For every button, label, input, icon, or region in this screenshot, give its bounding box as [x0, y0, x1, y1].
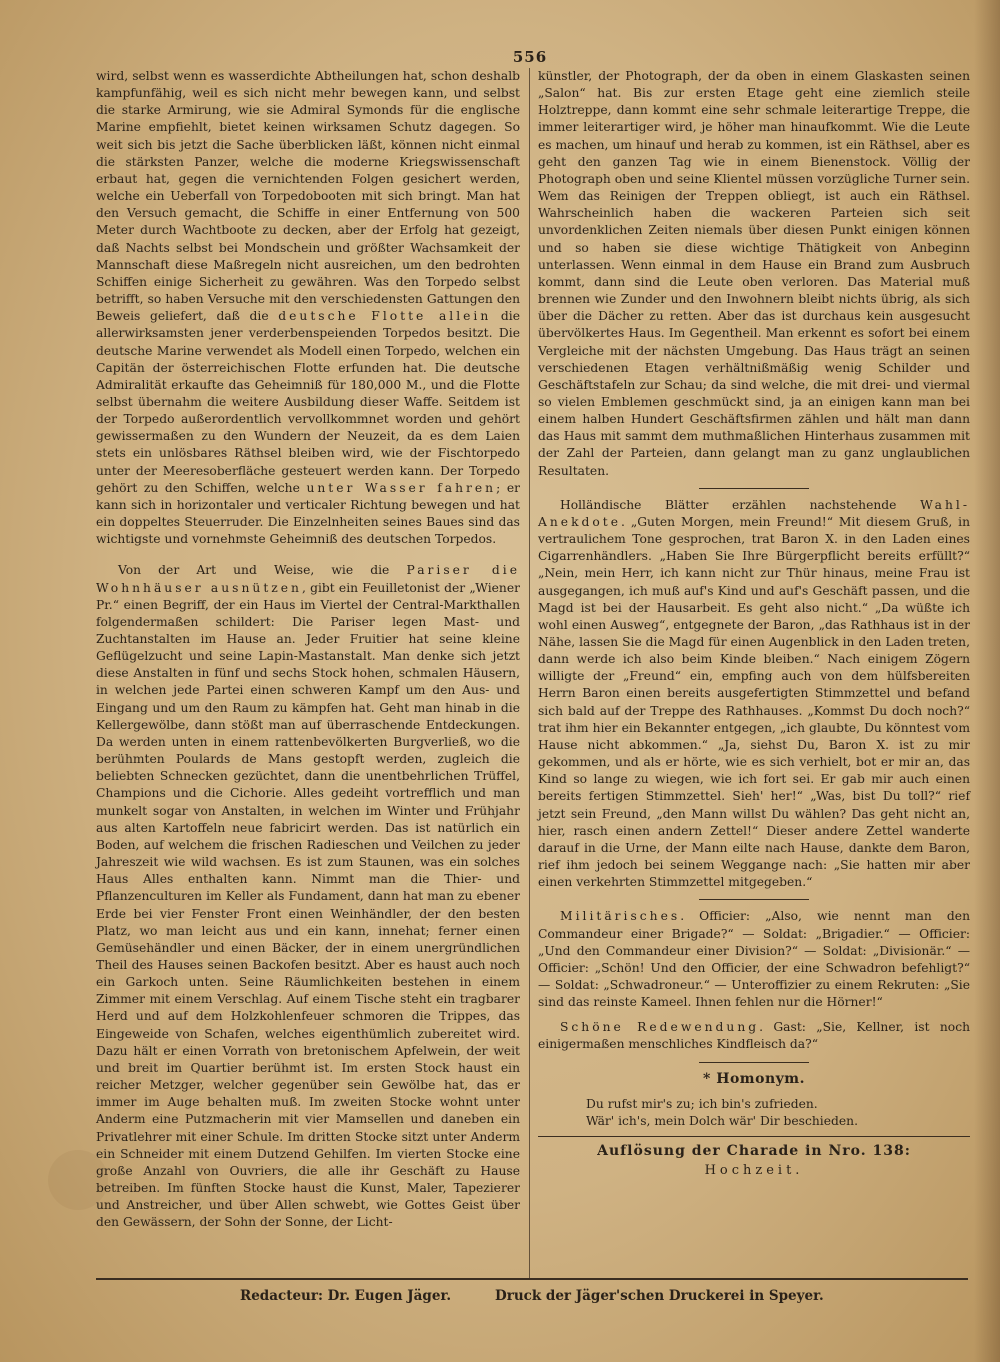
section-rule [699, 899, 809, 900]
section-rule [538, 1136, 970, 1137]
phrase-heading: Schöne Redewendung [560, 1020, 760, 1035]
footer-rule [96, 1278, 968, 1280]
military-heading: Militärisches [560, 909, 681, 924]
election-heading: Wahl-Anekdote [538, 497, 970, 529]
column-divider [529, 68, 530, 1278]
military-joke [538, 908, 970, 1011]
torpedo-emphasis-1: deutsche Flotte allein [278, 309, 492, 324]
page-number: 556 [512, 48, 548, 66]
election-text-2: . „Guten Morgen, mein Freund!“ Mit diesem Gruß, in vertraulichem Tone gesprochen, trat Baron X. in den Laden eines Cigarrenhändlers. „Haben Sie Ihre Bürgerpflicht bereits erfüllt?“ „Nein, mein Herr, ich kann nicht zur Thür hinaus, meine Frau ist ausgegangen, ich muß auf's Kind und auf's Geschäft passen, und die Magd ist bei der Hausarbeit. Es geht also nicht.“ „Da wüßte ich wohl einen Ausweg“, entgegnete der Baron, „das Rathhaus ist in der Nähe, lassen Sie die Magd für einen Augenblick in den Laden treten, dann werde ich also beim Kinde bleiben.“ Nach einigem Zögern willigte der „Freund“ ein, empfing auch von dem hülfsbereiten Herrn Baron einen bereits ausgefertigten Stimmzettel und befand sich bald auf der Treppe des Rathhauses. „Kommst Du doch noch?“ trat ihm hier ein Bekannter entgegen, „ich glaubte, Du könntest vom Hause nicht abkommen.“ „Ja, siehst Du, Baron X. ist zu mir gekommen, und als er hörte, wie es sich verhielt, bot er mir an, das Kind so lange zu wiegen, wie ich fort sei. Er gab mir auch einen bereits fertigen Stimmzettel. Sieh' her!“ „Was, bist Du toll?“ rief jetzt sein Freund, „den Mann willst Du wählen? Das geht nicht an, hier, rasch einen andern Zettel!“ Dieser andere Zettel wanderte darauf in die Urne, der Mann eilte nach Hause, dankte dem Baron, rief ihm jedoch bei seinem Weggange nach: „Sie hatten mir aber einen verkehrten Stimmzettel mitgegeben.“ [538, 514, 970, 890]
military-text: . Officier: „Also, wie nennt man den Commandeur einer Brigade?“ — Soldat: „Brigadier.“ — Officier: „Und den Commandeur einer Division?“ — Soldat: „Divisionär.“ — Officier: „Schön! Und den Officier, der eine Schwadron befehligt?“ — Soldat: „Schwadroneur.“ — Unteroffizier zu einem Rekruten: „Sie sind das reinste Kameel. Ihnen fehlen nur die Hörner!“ [538, 909, 970, 1010]
editor-credit: Redacteur: Dr. Eugen Jäger. [240, 1288, 452, 1304]
printer-credit: Druck der Jäger'schen Druckerei in Speyer. [495, 1288, 824, 1304]
section-rule [699, 488, 809, 489]
paris-article-continued: künstler, der Photograph, der da oben in einem Glaskasten seinen „Salon“ hat. Bis zur ersten Etage geht eine ziemlich steile Holztreppe, dann kommt eine sehr schmale leiterartige Treppe, die immer leiterartiger wird, je höher man hinaufkommt. Wie die Leute es machen, um hinauf und herab zu kommen, ist ein Räthsel, aber es geht den ganzen Tag wie in einem Bienenstock. Völlig der Photograph oben und seine Klientel müssen vorzügliche Turner sein. Wem das Reinigen der Treppen obliegt, ist auch ein Räthsel. Wahrscheinlich haben die wackeren Parteien sich seit unvordenklichen Zeiten niemals über diesen Punkt einigen können und so haben sie diese wichtige Thätigkeit von Anbeginn unterlassen. Wenn einmal in dem Hause ein Brand zum Ausbruch kommt, dann sind die Leute oben verloren. Das Material muß brennen wie Zunder und den Inwohnern bleibt nichts übrig, als sich über die Dächer zu retten. Aber das ist durchaus kein ausgesucht übervölkertes Haus. Im Gegentheil. Man erkennt es sofort bei einem Vergleiche mit der nächsten Umgebung. Das Haus trägt an seinen verschiedenen Etagen verhältnißmäßig wenig Schilder und Geschäftstafeln zur Schau; da sind welche, die mit drei- und viermal so vielen Emblemen geschmückt sind, ja an einigen kann man bei einem halben Hundert Geschäftsfirmen zählen und hält man dann das Haus mit sammt dem muthmaßlichen Hinterhaus zusammen mit der Zahl der Parteien, dann gelangt man zu ganz unglaublichen Resultaten. [538, 69, 970, 478]
section-rule [699, 1062, 809, 1063]
phrase-text: . Gast: „Sie, Kellner, ist noch einigermaßen menschliches Kindfleisch da?“ [538, 1020, 970, 1052]
charade-solution-answer: Hochzeit. [704, 1162, 804, 1178]
right-column [538, 68, 970, 1179]
paris-text-2: , gibt ein Feuilletonist der „Wiener Pr.“ einen Begriff, der ein Haus im Viertel der Central-Markthallen folgendermaßen schildert: Die Pariser legen Mast- und Zuchtanstalten im Hause an. Jeder Fruitier hat seine kleine Geflügelzucht und seine Lapin-Mastanstalt. Man denke sich jetzt diese Anstalten in fünf und sechs Stock hohen, schmalen Häusern, in welchen jede Partei einen schweren Kampf um den Aus- und Eingang und um den Raum zu kämpfen hat. Geht man hinab in die Kellergewölbe, dann stößt man auf überraschende Entdeckungen. Da werden unten in einem rattenbevölkerten Burgverließ, wo die berühmten Poulards de Mans gestopft werden, zugleich die beliebten Schnecken gezüchtet, dann die unentbehrlichen Trüffel, Champions und die Cichorie. Alles gedeiht vortrefflich und man munkelt sogar von Anstalten, in welchen im Winter und Frühjahr aus alten Kartoffeln neue fabricirt werden. Das ist natürlich ein Boden, auf welchem die frischen Radieschen und Veilchen zu jeder Jahreszeit wie wild wachsen. Es ist zum Staunen, was ein solches Haus Alles enthalten kann. Nimmt man die Thier- und Pflanzenculturen im Keller als Fundament, dann hat man zu ebener Erde bei vier Fenster Front einen Weinhändler, der den besten Platz, wo man leicht aus und ein kann, innehat; ferner einen Gemüsehändler und einen Bäcker, der in einem unergründlichen Theil des Hauses seinen Backofen besitzt. Aber es haust auch noch ein Garkoch unten. Seine Räumlichkeiten bestehen in einem Zimmer mit einem Verschlag. Auf einem Tische steht ein tragbarer Herd und auf dem Holzkohlenfeuer schmoren die Trippes, das Eingeweide von Schafen, welches eigenthümlich zubereitet wird. Dazu hält er einen Vorrath von bretonischem Apfelwein, der weit und breit im Quartier berühmt ist. Im ersten Stock haust ein reicher Metzger, welcher gegenüber sein Gewölbe hat, das er immer im Auge behalten muß. Im zweiten Stocke wohnt unter Anderm eine Putzmacherin mit vier Mamsellen und daneben ein Privatlehrer mit einer Schule. Im dritten Stocke sitzt unter Anderm ein Schneider mit einem Dutzend Gehilfen. Im vierten Stocke eine große Anzahl von Ouvriers, die alle ihr Geschäft zu Hause betreiben. Im fünften Stocke haust die Kunst, Maler, Tapezierer und Anstreicher, und über Allen schwebt, wie Gottes Geist über den Gewässern, der Sohn der Sonne, der Licht- [96, 580, 520, 1230]
left-column [96, 68, 520, 1231]
torpedo-text-3: ; er kann sich in horizontaler und verticaler Richtung bewegen und hat ein doppeltes Steuerruder. Die Einzelnheiten seines Baues sind das wichtigste und vornehmste Geheimniß des deutschen Torpedos. [96, 480, 520, 547]
poem-line: Wär' ich's, mein Dolch wär' Dir beschieden. [586, 1113, 858, 1128]
poem-line: Du rufst mir's zu; ich bin's zufrieden. [586, 1096, 818, 1111]
paris-article [96, 562, 520, 1231]
paris-text-1: Von der Art und Weise, wie die [118, 563, 390, 578]
torpedo-emphasis-2: unter Wasser fahren [306, 480, 497, 495]
election-text-1: Holländische Blätter erzählen nachstehende [560, 497, 897, 512]
homonym-poem [586, 1096, 970, 1130]
torpedo-text-2: die allerwirksamsten jener verderbenspeienden Torpedos besitzt. Die deutsche Marine verwendet als Modell einen Torpedo, welchen ein Capitän der österreichischen Flotte erfunden hat. Die deutsche Admiralität erkaufte das Geheimniß für 180,000 M., und die Flotte selbst übernahm die weitere Ausbildung dieser Waffe. Seitdem ist der Torpedo außerordentlich vervollkommnet worden und gehört gewissermaßen zu den Wundern der Neuzeit, da es dem Laien stets ein unlösbares Räthsel bleiben wird, wie der Fischtorpedo unter der Meeresoberfläche gesteuert werden kann. Der Torpedo gehört zu den Schiffen, welche [96, 309, 521, 495]
charade-solution-title: Auflösung der Charade in Nro. 138: [597, 1142, 911, 1159]
torpedo-article [96, 68, 520, 548]
page-edge-shadow [974, 0, 1000, 1362]
phrase-joke [538, 1019, 970, 1053]
section-gap [538, 1011, 970, 1019]
election-anecdote [538, 497, 970, 892]
section-gap [96, 548, 520, 562]
paris-emphasis: Pariser die Wohnhäuser ausnützen [96, 563, 520, 595]
homonym-title: * Homonym. [703, 1070, 805, 1087]
torpedo-text-1: wird, selbst wenn es wasserdichte Abtheilungen hat, schon deshalb kampfunfähig, weil es sich nicht mehr bewegen kann, und selbst die starke Armirung, wie sie Admiral Symonds für die englische Marine empfiehlt, bietet keinen wirksamen Schutz dagegen. So weit sich bis jetzt die Sache überblicken läßt, können nicht einmal die stärksten Panzer, welche die moderne Kriegswissenschaft erbaut hat, gegen die vernichtenden Folgen gesichert werden, welche ein Ueberfall von Torpedobooten mit sich bringt. Man hat den Versuch gemacht, die Schiffe in einer Entfernung von 500 Meter durch Wachtboote zu decken, aber der Erfolg hat gezeigt, daß Nachts selbst bei Mondschein und größter Wachsamkeit der Mannschaft diese Maßregeln nicht ausreichen, um den bedrohten Schiffen einige Sicherheit zu gewähren. Was den Torpedo selbst betrifft, so haben Versuche mit den verschiedensten Gattungen den Beweis geliefert, daß die [96, 69, 520, 324]
